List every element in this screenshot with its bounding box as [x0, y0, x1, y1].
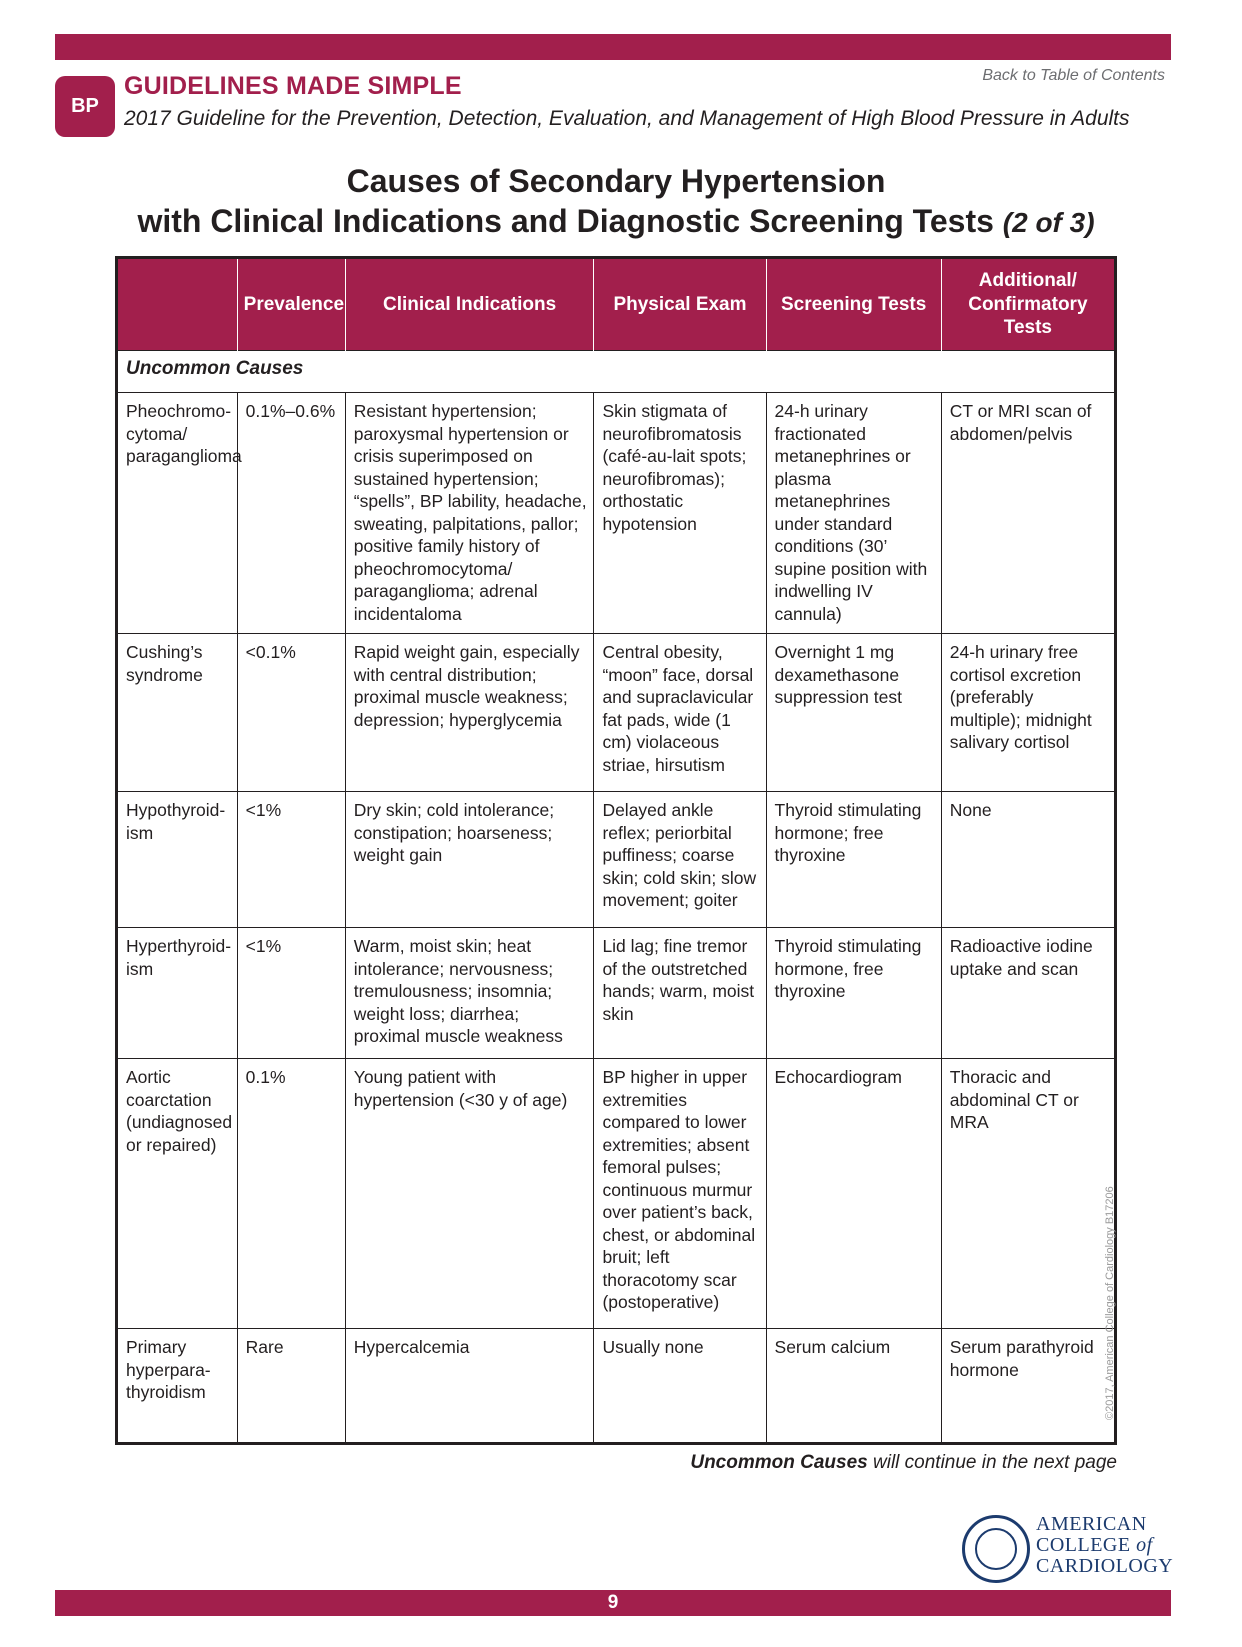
cell-confirmatory-tests: CT or MRI scan of abdomen/pelvis: [941, 393, 1115, 634]
cell-prevalence: <1%: [237, 928, 345, 1059]
cell-clinical-indications: Hypercalcemia: [345, 1329, 594, 1444]
cell-confirmatory-tests: Serum parathyroid hormone: [941, 1329, 1115, 1444]
cell-prevalence: Rare: [237, 1329, 345, 1444]
cell-cause: Aortic coarctation (undiagnosed or repaired): [117, 1059, 238, 1329]
cell-cause: Hypothyroid-ism: [117, 792, 238, 928]
cell-screening-tests: Thyroid stimulating hormone; free thyroxine: [766, 792, 941, 928]
continuation-note-bold: Uncommon Causes: [690, 1452, 868, 1473]
table-row: [117, 928, 1116, 1059]
acc-seal-icon: [962, 1515, 1030, 1583]
acc-logo-text: [1036, 1514, 1173, 1577]
cell-screening-tests: 24-h urinary fractionated metanephrines or plasma metanephrines under standard conditions (30’ supine position with indwelling IV cannula): [766, 393, 941, 634]
cell-confirmatory-tests: Radioactive iodine uptake and scan: [941, 928, 1115, 1059]
cell-screening-tests: Overnight 1 mg dexamethasone suppression test: [766, 634, 941, 792]
back-to-toc-link[interactable]: Back to Table of Contents: [982, 67, 1165, 84]
cell-prevalence: 0.1%: [237, 1059, 345, 1329]
cell-physical-exam: BP higher in upper extremities compared to lower extremities; absent femoral pulses; continuous murmur over patient’s back, chest, or abdominal bruit; left thoracotomy scar (postoperative): [594, 1059, 766, 1329]
cell-clinical-indications: Young patient with hypertension (<30 y of age): [345, 1059, 594, 1329]
continuation-note: [690, 1452, 1117, 1474]
continuation-note-text: will continue in the next page: [867, 1452, 1117, 1473]
table-row: [117, 634, 1116, 792]
cell-physical-exam: Central obesity, “moon” face, dorsal and supraclavicular fat pads, wide (1 cm) violaceous striae, hirsutism: [594, 634, 766, 792]
cell-cause: Pheochromo-cytoma/ paraganglioma: [117, 393, 238, 634]
cell-cause: Primary hyperpara-thyroidism: [117, 1329, 238, 1444]
table-row: [117, 393, 1116, 634]
copyright-notice: ©2017, American College of Cardiology B17206: [1104, 1186, 1116, 1420]
cell-screening-tests: Serum calcium: [766, 1329, 941, 1444]
logo-line-2b: of: [1136, 1534, 1153, 1556]
top-accent-bar: [55, 34, 1171, 60]
cell-confirmatory-tests: Thoracic and abdominal CT or MRA: [941, 1059, 1115, 1329]
cell-screening-tests: Thyroid stimulating hormone, free thyroxine: [766, 928, 941, 1059]
cell-clinical-indications: Resistant hypertension; paroxysmal hypertension or crisis superimposed on sustained hypertension; “spells”, BP lability, headache, sweating, palpitations, pallor; positive family history of pheochromocytoma/ paraganglioma; adrenal incidentaloma: [345, 393, 594, 634]
logo-line-3: CARDIOLOGY: [1036, 1555, 1174, 1577]
table-row: [117, 1059, 1116, 1329]
cell-cause: Hyperthyroid-ism: [117, 928, 238, 1059]
cell-physical-exam: Usually none: [594, 1329, 766, 1444]
title-line-1: Causes of Secondary Hypertension: [346, 163, 886, 199]
guideline-subtitle: 2017 Guideline for the Prevention, Detection, Evaluation, and Management of High Blood Pressure in Adults: [124, 107, 1130, 130]
col-header-prevalence: Prevalence: [237, 258, 345, 351]
title-line-2-text: with Clinical Indications and Diagnostic Screening Tests: [137, 203, 994, 239]
cell-prevalence: 0.1%–0.6%: [237, 393, 345, 634]
cell-prevalence: <0.1%: [237, 634, 345, 792]
logo-line-2: [1036, 1535, 1173, 1556]
title-line-2: [0, 201, 1232, 243]
cell-clinical-indications: Rapid weight gain, especially with central distribution; proximal muscle weakness; depression; hyperglycemia: [345, 634, 594, 792]
cell-confirmatory-tests: None: [941, 792, 1115, 928]
cell-cause: Cushing’s syndrome: [117, 634, 238, 792]
cell-clinical-indications: Warm, moist skin; heat intolerance; nervousness; tremulousness; insomnia; weight loss; diarrhea; proximal muscle weakness: [345, 928, 594, 1059]
col-header-cause: [117, 258, 238, 351]
table-header-row: [117, 258, 1116, 351]
cell-clinical-indications: Dry skin; cold intolerance; constipation; hoarseness; weight gain: [345, 792, 594, 928]
col-header-screening-tests: Screening Tests: [766, 258, 941, 351]
cell-physical-exam: Skin stigmata of neurofibromatosis (café-au-lait spots; neurofibromas); orthostatic hypotension: [594, 393, 766, 634]
logo-line-2a: COLLEGE: [1036, 1534, 1137, 1556]
cell-confirmatory-tests: 24-h urinary free cortisol excretion (preferably multiple); midnight salivary cortisol: [941, 634, 1115, 792]
cell-physical-exam: Lid lag; fine tremor of the outstretched hands; warm, moist skin: [594, 928, 766, 1059]
cell-prevalence: <1%: [237, 792, 345, 928]
section-row: [117, 351, 1116, 393]
col-header-clinical-indications: Clinical Indications: [345, 258, 594, 351]
page-title: [0, 161, 1232, 243]
page-number: 9: [55, 1590, 1171, 1616]
table-row: [117, 792, 1116, 928]
section-label: Uncommon Causes: [117, 351, 1116, 393]
cell-screening-tests: Echocardiogram: [766, 1059, 941, 1329]
cell-physical-exam: Delayed ankle reflex; periorbital puffiness; coarse skin; cold skin; slow movement; goiter: [594, 792, 766, 928]
bp-badge: BP: [55, 76, 115, 137]
title-part-indicator: (2 of 3): [1002, 207, 1095, 238]
brand-title: GUIDELINES MADE SIMPLE: [124, 72, 462, 100]
table-row: [117, 1329, 1116, 1444]
acc-seal-inner: [975, 1528, 1017, 1570]
secondary-hypertension-table: [115, 256, 1117, 1445]
col-header-physical-exam: Physical Exam: [594, 258, 766, 351]
col-header-confirmatory-tests: Additional/ Confirmatory Tests: [941, 258, 1115, 351]
logo-line-1: AMERICAN: [1036, 1513, 1147, 1535]
